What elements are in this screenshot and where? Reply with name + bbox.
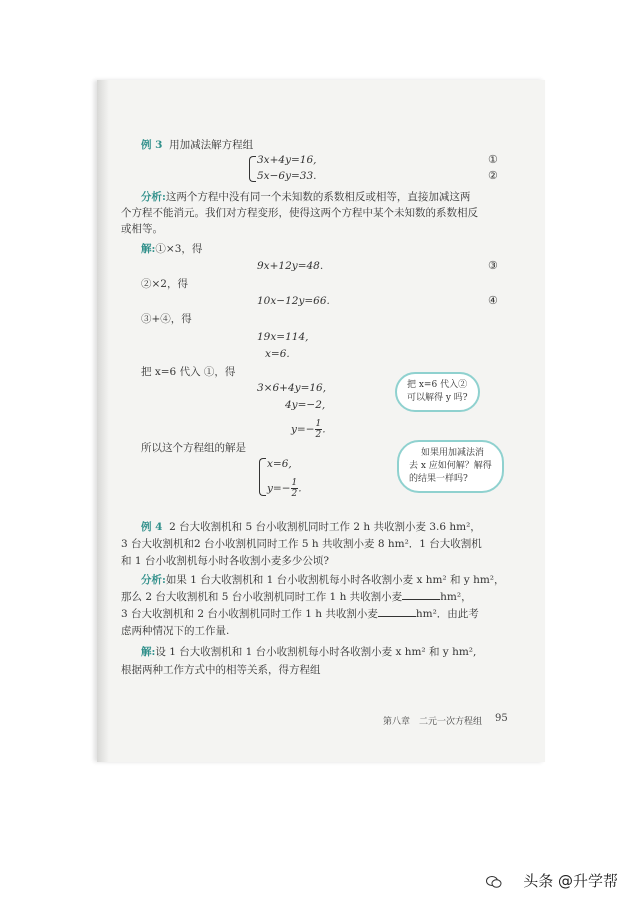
analysis-3-line-2: 个方程不能消元。我们对方程变形，使得这两个方程中某个未知数的系数相反 xyxy=(121,207,478,219)
equation-3: 9x+12y=48. xyxy=(257,260,324,272)
watermark: 头条 @升学帮 xyxy=(523,872,618,890)
fraction-half xyxy=(315,419,323,440)
equation-6: x=6. xyxy=(265,348,290,360)
hint-bubble-1-line-2: 可以解得 y 吗? xyxy=(407,393,468,403)
analysis-4-label: 分析: xyxy=(141,574,166,586)
example-4-line-2: 3 台大收割机和2 台小收割机同时工作 5 h 共收割小麦 8 hm²．1 台大收割机 xyxy=(121,538,482,550)
solution-y-left: y=− xyxy=(267,482,291,495)
chapter-footer: 第八章 二元一次方程组 xyxy=(383,717,483,727)
page-number: 95 xyxy=(495,713,508,724)
fraction-denominator: 2 xyxy=(315,430,322,440)
analysis-4-text-1: 如果 1 台大收割机和 1 台小收割机每小时各收割小麦 x hm² 和 y hm²， xyxy=(165,574,505,586)
page-spine xyxy=(97,80,109,762)
equation-9: y=− $\frac{1}{2}$ . xyxy=(291,419,326,440)
solution-3-step-1-text: ①×3，得 xyxy=(155,243,203,255)
analysis-3-line-1 xyxy=(141,190,470,204)
equation-1-number: ① xyxy=(488,153,498,166)
solution-fraction-denominator: 2 xyxy=(291,489,298,499)
equation-3-number: ③ xyxy=(488,259,498,272)
equation-2: 5x−6y=33. xyxy=(257,170,317,182)
analysis-4-line-3 xyxy=(121,607,479,621)
analysis-4-text-2a: 那么 2 台大收割机和 5 台小收割机同时工作 1 h 共收割小麦 xyxy=(121,591,403,603)
solution-3-step-4: 把 x=6 代入 ①，得 xyxy=(141,366,236,378)
analysis-3-text-1: 这两个方程中没有同一个未知数的系数相反或相等，直接加减这两 xyxy=(165,191,471,203)
fill-blank-1 xyxy=(402,599,440,600)
equation-4: 10x−12y=66. xyxy=(257,295,330,307)
equation-8: 4y=−2, xyxy=(285,399,326,411)
example-4-label: 例 4 xyxy=(141,521,163,533)
analysis-4-text-3a: 3 台大收割机和 2 台小收割机同时工作 1 h 共收割小麦 xyxy=(121,608,378,620)
solution-4-line-1 xyxy=(141,645,476,659)
equation-1: 3x+4y=16, xyxy=(257,154,317,166)
hint-bubble-2 xyxy=(397,440,504,493)
solution-3-conclusion: 所以这个方程组的解是 xyxy=(141,442,246,454)
solution-fraction-half xyxy=(291,478,299,499)
solution-4-text-1: 设 1 台大收割机和 1 台小收割机每小时各收割小麦 x hm² 和 y hm², xyxy=(155,646,477,658)
analysis-3-line-3: 或相等。 xyxy=(121,223,163,235)
wechat-icon xyxy=(486,875,502,889)
example-4-line-3: 和 1 台小收割机每小时各收割小麦多少公顷? xyxy=(121,555,329,567)
equation-2-number: ② xyxy=(488,169,498,182)
fill-blank-2 xyxy=(378,616,416,617)
solution-4-label: 解: xyxy=(141,646,156,658)
equation-5: 19x=114, xyxy=(257,331,309,343)
solution-brace xyxy=(259,458,266,496)
fraction-numerator: 1 xyxy=(315,419,322,429)
example-4-line-1 xyxy=(141,520,481,534)
hint-bubble-1 xyxy=(395,372,480,412)
hint-bubble-1-line-1: 把 x=6 代入② xyxy=(407,380,468,390)
solution-x: x=6, xyxy=(267,458,292,470)
equation-4-number: ④ xyxy=(488,294,498,307)
example-3-label: 例 3 xyxy=(141,139,163,151)
equation-7: 3×6+4y=16, xyxy=(257,382,327,394)
solution-3-step-3: ③+④，得 xyxy=(141,313,192,325)
equation-9-left: y=− xyxy=(291,423,315,436)
example-4-text-1: 2 台大收割机和 5 台小收割机同时工作 2 h 共收割小麦 3.6 hm²， xyxy=(169,521,481,533)
textbook-page xyxy=(97,80,545,762)
hint-bubble-2-line-3: 的结果一样吗? xyxy=(409,474,468,484)
solution-3-step-2: ②×2，得 xyxy=(141,278,188,290)
solution-y: y=− $\frac{1}{2}$ . xyxy=(267,478,302,499)
hint-bubble-2-line-1: 如果用加减法消 xyxy=(421,448,485,458)
solution-4-line-2: 根据两种工作方式中的相等关系，得方程组 xyxy=(121,664,321,676)
analysis-4-text-3b: hm²．由此考 xyxy=(415,608,479,620)
system-brace xyxy=(249,156,256,182)
analysis-4-line-4: 虑两种情况下的工作量. xyxy=(121,625,230,637)
solution-fraction-numerator: 1 xyxy=(291,478,298,488)
analysis-4-text-2b: hm²， xyxy=(440,591,472,603)
analysis-3-label: 分析: xyxy=(141,191,166,203)
hint-bubble-2-line-2: 去 x 应如何解？解得 xyxy=(409,461,492,471)
solution-3-step-1 xyxy=(141,242,202,256)
solution-3-label: 解: xyxy=(141,243,156,255)
analysis-4-line-2 xyxy=(121,590,472,604)
example-3-heading xyxy=(141,138,253,152)
example-3-title: 用加减法解方程组 xyxy=(169,139,254,151)
analysis-4-line-1 xyxy=(141,573,505,587)
